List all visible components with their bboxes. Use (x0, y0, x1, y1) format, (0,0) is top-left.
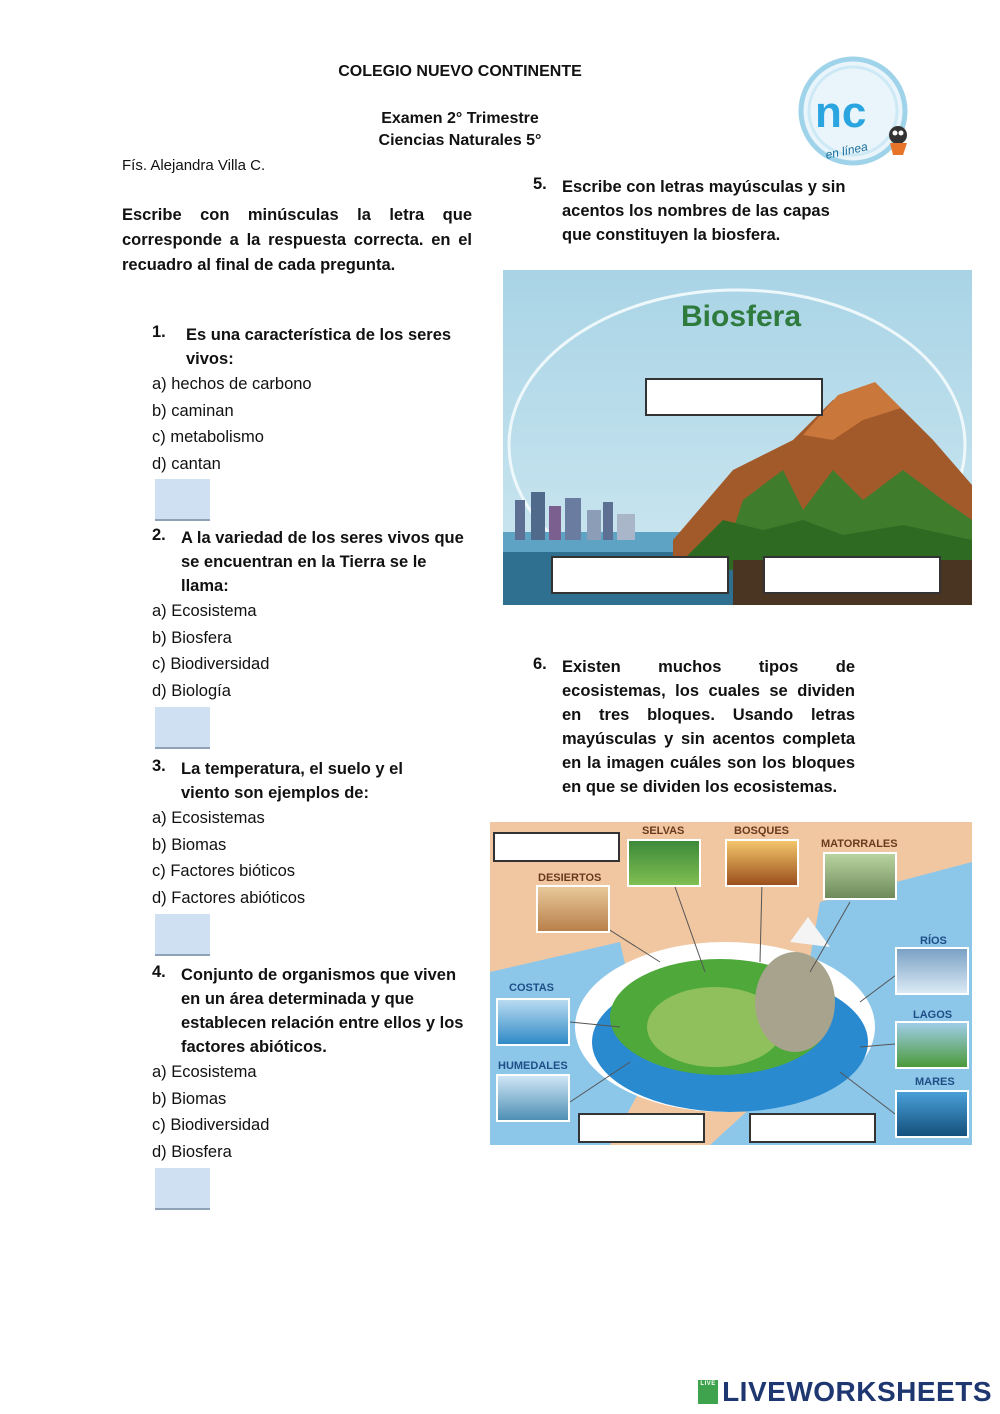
instructions: Escribe con minúsculas la letra que corresponde a la respuesta correcta. en el recuadro al final de cada pregunta. (122, 206, 472, 274)
block-answer-field-3[interactable] (749, 1113, 876, 1143)
costas-photo (496, 998, 570, 1046)
question-stem: La temperatura, el suelo y el viento son ejemplos de: (181, 760, 403, 802)
question-number: 4. (152, 963, 166, 981)
logo-subtitle: en línea (824, 139, 869, 162)
option-d: d) cantan (152, 454, 221, 473)
option-b: b) Biomas (152, 835, 227, 854)
question-number: 2. (152, 526, 166, 544)
teacher-name: Fís. Alejandra Villa C. (122, 157, 266, 174)
label-humedales: HUMEDALES (498, 1060, 568, 1072)
label-desiertos: DESIERTOS (538, 872, 602, 884)
question-number: 6. (533, 655, 547, 673)
option-c: c) Biodiversidad (152, 655, 270, 673)
mares-photo (895, 1090, 969, 1138)
option-a: a) Ecosistemas (152, 809, 265, 827)
question-stem: Existen muchos tipos de ecosistemas, los cuales se dividen en tres bloques. Usando letras mayúsculas y sin acentos completa en la imagen cuáles son los bloques en que se dividen los ecosistemas. (562, 658, 855, 796)
option-a: a) Ecosistema (152, 1063, 257, 1081)
label-lagos: LAGOS (913, 1009, 953, 1021)
hydrosphere-answer-field[interactable] (551, 556, 729, 594)
label-selvas: SELVAS (642, 825, 685, 837)
answer-box-1[interactable] (155, 479, 210, 521)
question-number: 5. (533, 175, 547, 193)
liveworksheets-logo (698, 1376, 992, 1408)
question-3 (152, 757, 452, 911)
question-5 (533, 175, 863, 247)
option-c: c) Factores bióticos (152, 862, 296, 880)
option-d: d) Biosfera (152, 1142, 232, 1161)
exam-title (0, 108, 920, 152)
exam-line-2: Ciencias Naturales 5° (378, 132, 542, 149)
ecosystems-image (490, 822, 972, 1145)
option-b: b) Biomas (152, 1089, 227, 1108)
matorrales-photo (823, 852, 897, 900)
option-b: b) Biosfera (152, 628, 232, 647)
option-a: a) Ecosistema (152, 602, 257, 620)
question-2 (152, 526, 472, 704)
option-a: a) hechos de carbono (152, 375, 312, 393)
label-rios: RÍOS (920, 935, 947, 947)
exam-line-1: Examen 2° Trimestre (381, 110, 539, 127)
rios-photo (895, 947, 969, 995)
question-1 (152, 323, 492, 477)
brand-badge: LIVE (698, 1380, 718, 1404)
question-number: 3. (152, 757, 166, 775)
label-matorrales: MATORRALES (821, 838, 898, 850)
lagos-photo (895, 1021, 969, 1069)
brand-name: LIVEWORKSHEETS (722, 1376, 992, 1407)
question-4 (152, 963, 472, 1165)
answer-box-4[interactable] (155, 1168, 210, 1210)
school-logo (795, 55, 920, 167)
block-answer-field-2[interactable] (578, 1113, 705, 1143)
option-c: c) Biodiversidad (152, 1116, 270, 1134)
biosphere-title: Biosfera (681, 300, 802, 333)
selvas-photo (627, 839, 701, 887)
label-costas: COSTAS (509, 982, 555, 994)
option-c: c) metabolismo (152, 428, 264, 446)
option-d: d) Factores abióticos (152, 888, 306, 907)
question-number: 1. (152, 323, 166, 341)
label-mares: MARES (915, 1076, 955, 1088)
question-stem: Conjunto de organismos que viven en un área determinada y que establecen relación entre ellos y los factores abióticos. (181, 966, 464, 1056)
block-answer-field-1[interactable] (493, 832, 620, 862)
option-b: b) caminan (152, 401, 234, 420)
option-d: d) Biología (152, 681, 231, 700)
biosphere-image (503, 270, 972, 605)
school-name: COLEGIO NUEVO CONTINENTE (338, 63, 582, 80)
answer-box-2[interactable] (155, 707, 210, 749)
question-6 (533, 655, 855, 799)
atmosphere-answer-field[interactable] (645, 378, 823, 416)
lithosphere-answer-field[interactable] (763, 556, 941, 594)
answer-box-3[interactable] (155, 914, 210, 956)
humedales-photo (496, 1074, 570, 1122)
bosques-photo (725, 839, 799, 887)
question-stem: A la variedad de los seres vivos que se encuentran en la Tierra se le llama: (181, 529, 464, 595)
label-bosques: BOSQUES (734, 825, 790, 837)
question-stem: Escribe con letras mayúsculas y sin acentos los nombres de las capas que constituyen la biosfera. (562, 178, 846, 244)
desiertos-photo (536, 885, 610, 933)
logo-letters: nc (815, 88, 867, 137)
question-stem: Es una característica de los seres vivos: (186, 326, 452, 368)
